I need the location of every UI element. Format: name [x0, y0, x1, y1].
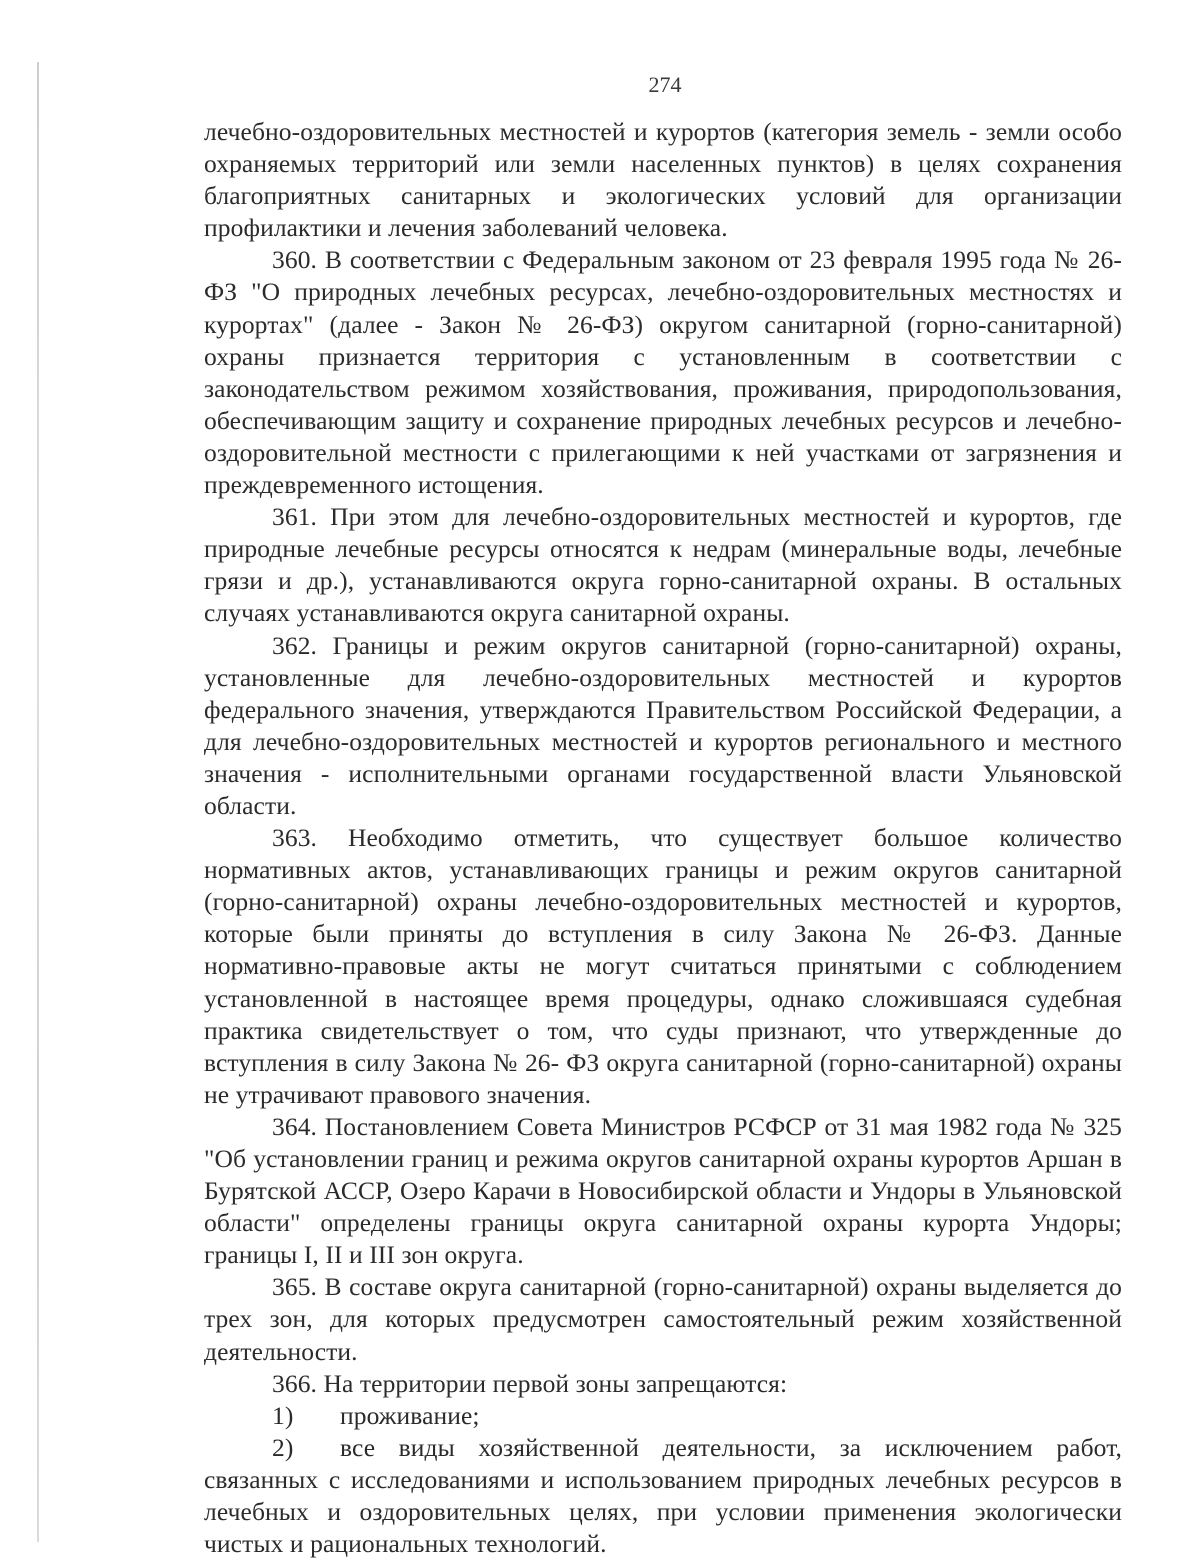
paragraph-366: 366. На территории первой зоны запрещаются: [272, 1368, 788, 1398]
paragraph-364: 364. Постановлением Совета Министров РСФСР от 31 мая 1982 года № 325 "Об установлении границ и режима округов санитарной охраны курортов Аршан в Бурятской АССР, Озеро Карачи в Новосибирской области и Ундоры в Ульяновской области" определены границы округа санитарной охраны курорта Ундоры; границы I, II и III зон округа. [204, 1111, 1122, 1270]
scan-margin-line [37, 62, 39, 1542]
paragraph-360: 360. В соответствии с Федеральным законом от 23 февраля 1995 года № 26-ФЗ "О природных лечебных ресурсах, лечебно-оздоровительных местностях и курортах" (далее - Закон № 26-ФЗ) округом санитарной (горно-санитарной) охраны признается территория с установленным в соответствии с законодательством режимом хозяйствования, проживания, природопользования, обеспечивающим защиту и сохранение природных лечебных ресурсов и лечебно-оздоровительной местности с прилегающими к ней участками от загрязнения и преждевременного истощения. [204, 245, 1122, 500]
list-item [204, 1400, 1122, 1432]
list-item-text: все виды хозяйственной деятельности, за исключением работ, связанных с исследованиями и использованием природных лечебных ресурсов в лечебных и оздоровительных целях, при условии применения экологически чистых и рациональных технологий. [204, 1432, 1122, 1559]
paragraph-361: 361. При этом для лечебно-оздоровительных местностей и курортов, где природные лечебные ресурсы относятся к недрам (минеральные воды, лечебные грязи и др.), устанавливаются округа горно-санитарной охраны. В остальных случаях устанавливаются округа санитарной охраны. [204, 502, 1122, 628]
paragraph-362: 362. Границы и режим округов санитарной (горно-санитарной) охраны, установленные для лечебно-оздоровительных местностей и курортов федерального значения, утверждаются Правительством Российской Федерации, а для лечебно-оздоровительных местностей и курортов регионального и местного значения - исполнительными органами государственной власти Ульяновской области. [204, 630, 1122, 820]
paragraph-365: 365. В составе округа санитарной (горно-санитарной) охраны выделяется до трех зон, для которых предусмотрен самостоятельный режим хозяйственной деятельности. [204, 1272, 1122, 1366]
document-body [204, 116, 1122, 1560]
list-item-number: 2) [272, 1432, 294, 1462]
paragraph-363: 363. Необходимо отметить, что существует большое количество нормативных актов, устанавливающих границы и режим округов санитарной (горно-санитарной) охраны лечебно-оздоровительных местностей и курортов, которые были приняты до вступления в силу Закона № 26-ФЗ. Данные нормативно-правовые акты не могут считаться принятыми с соблюдением установленной в настоящее время процедуры, однако сложившаяся судебная практика свидетельствует о том, что суды признают, что утвержденные до вступления в силу Закона № 26- ФЗ округа санитарной (горно-санитарной) охраны не утрачивают правового значения. [204, 823, 1122, 1109]
page-number: 274 [648, 72, 682, 97]
paragraph-continuation: лечебно-оздоровительных местностей и курортов (категория земель - земли особо охраняемых территорий или земли населенных пунктов) в целях сохранения благоприятных санитарных и экологических условий для организации профилактики и лечения заболеваний человека. [204, 117, 1122, 243]
list-item [204, 1432, 1122, 1560]
list-item-text: проживание; [340, 1400, 480, 1430]
list-item-number: 1) [272, 1400, 294, 1430]
